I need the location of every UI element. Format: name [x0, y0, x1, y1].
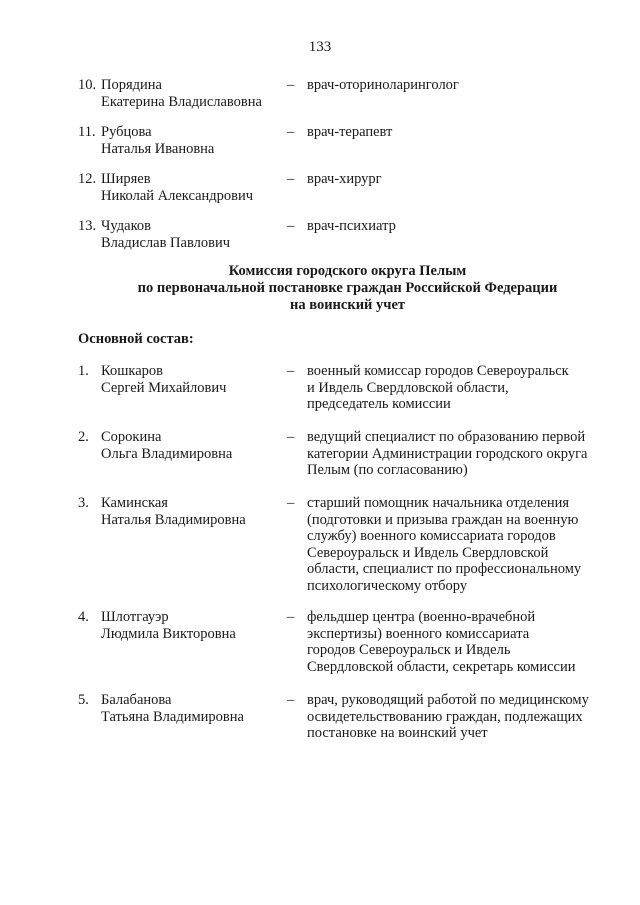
item-number: 5. [78, 692, 89, 708]
item-number: 3. [78, 495, 89, 511]
role-line: врач, руководящий работой по медицинскому [307, 692, 589, 708]
person-name [101, 495, 291, 528]
main-composition-label: Основной состав: [78, 331, 194, 347]
role-line: освидетельствованию граждан, подлежащих [307, 708, 583, 725]
person-name [101, 124, 291, 157]
item-number: 4. [78, 609, 89, 625]
dash-separator: – [287, 363, 295, 379]
role-line: врач-оториноларинголог [307, 77, 459, 93]
person-given-names: Сергей Михайлович [101, 379, 227, 396]
dash-separator: – [287, 609, 295, 625]
person-given-names: Николай Александрович [101, 187, 254, 204]
role-line: врач-терапевт [307, 124, 393, 140]
role-line: старший помощник начальника отделения [307, 495, 570, 511]
commission-heading [60, 263, 635, 314]
role-line: психологическому отбору [307, 577, 468, 594]
role-line: врач-психиатр [307, 218, 396, 234]
person-given-names: Ольга Владимировна [101, 445, 233, 462]
person-given-names: Екатерина Владиславовна [101, 93, 262, 110]
heading-line: на воинский учет [289, 297, 406, 313]
person-given-names: Наталья Владимировна [101, 511, 246, 528]
person-role [307, 692, 612, 742]
person-role [307, 171, 612, 188]
dash-separator: – [287, 171, 295, 187]
person-role [307, 495, 612, 594]
heading-line: по первоначальной постановке граждан Российской Федерации [137, 280, 558, 296]
item-number: 12. [78, 171, 97, 187]
person-surname: Ширяев [101, 171, 151, 187]
person-role [307, 77, 612, 94]
person-name [101, 609, 291, 642]
person-given-names: Наталья Ивановна [101, 140, 215, 157]
person-surname: Рубцова [101, 124, 152, 140]
page-number: 133 [308, 39, 332, 55]
person-given-names: Людмила Викторовна [101, 625, 236, 642]
item-number: 2. [78, 429, 89, 445]
dash-separator: – [287, 692, 295, 708]
role-line: ведущий специалист по образованию первой [307, 429, 586, 445]
person-name [101, 429, 291, 462]
dash-separator: – [287, 77, 295, 93]
role-line: службу) военного комиссариата городов [307, 528, 556, 544]
person-surname: Порядина [101, 77, 162, 93]
item-number: 10. [78, 77, 97, 93]
person-role [307, 218, 612, 235]
role-line: экспертизы) военного комиссариата [307, 625, 530, 642]
person-role [307, 429, 612, 479]
person-role [307, 609, 612, 675]
role-line: области, специалист по профессиональному [307, 561, 582, 577]
person-surname: Кошкаров [101, 363, 163, 379]
person-surname: Чудаков [101, 218, 151, 234]
item-number: 13. [78, 218, 97, 234]
person-given-names: Владислав Павлович [101, 234, 231, 251]
role-line: председатель комиссии [307, 396, 451, 412]
person-role [307, 363, 612, 413]
person-given-names: Татьяна Владимировна [101, 708, 244, 725]
heading-line: Комиссия городского округа Пелым [228, 263, 467, 279]
role-line: фельдшер центра (военно-врачебной [307, 609, 536, 625]
dash-separator: – [287, 495, 295, 511]
role-line: Североуральск и Ивдель Свердловской [307, 544, 549, 561]
person-surname: Балабанова [101, 692, 172, 708]
item-number: 1. [78, 363, 89, 379]
role-line: постановке на воинский учет [307, 725, 488, 741]
person-surname: Сорокина [101, 429, 162, 445]
role-line: категории Администрации городского округа [307, 445, 588, 462]
dash-separator: – [287, 218, 295, 234]
role-line: врач-хирург [307, 171, 382, 187]
role-line: городов Североуральск и Ивдель [307, 642, 511, 658]
dash-separator: – [287, 429, 295, 445]
person-name [101, 692, 291, 725]
person-role [307, 124, 612, 141]
person-name [101, 218, 291, 251]
role-line: и Ивдель Свердловской области, [307, 379, 509, 396]
person-name [101, 171, 291, 204]
person-surname: Шлотгауэр [101, 609, 169, 625]
role-line: Свердловской области, секретарь комиссии [307, 658, 576, 675]
role-line: Пелым (по согласованию) [307, 462, 468, 478]
person-name [101, 363, 291, 396]
item-number: 11. [78, 124, 96, 140]
role-line: военный комиссар городов Североуральск [307, 363, 569, 379]
role-line: (подготовки и призыва граждан на военную [307, 511, 579, 528]
dash-separator: – [287, 124, 295, 140]
person-surname: Каминская [101, 495, 168, 511]
person-name [101, 77, 291, 110]
